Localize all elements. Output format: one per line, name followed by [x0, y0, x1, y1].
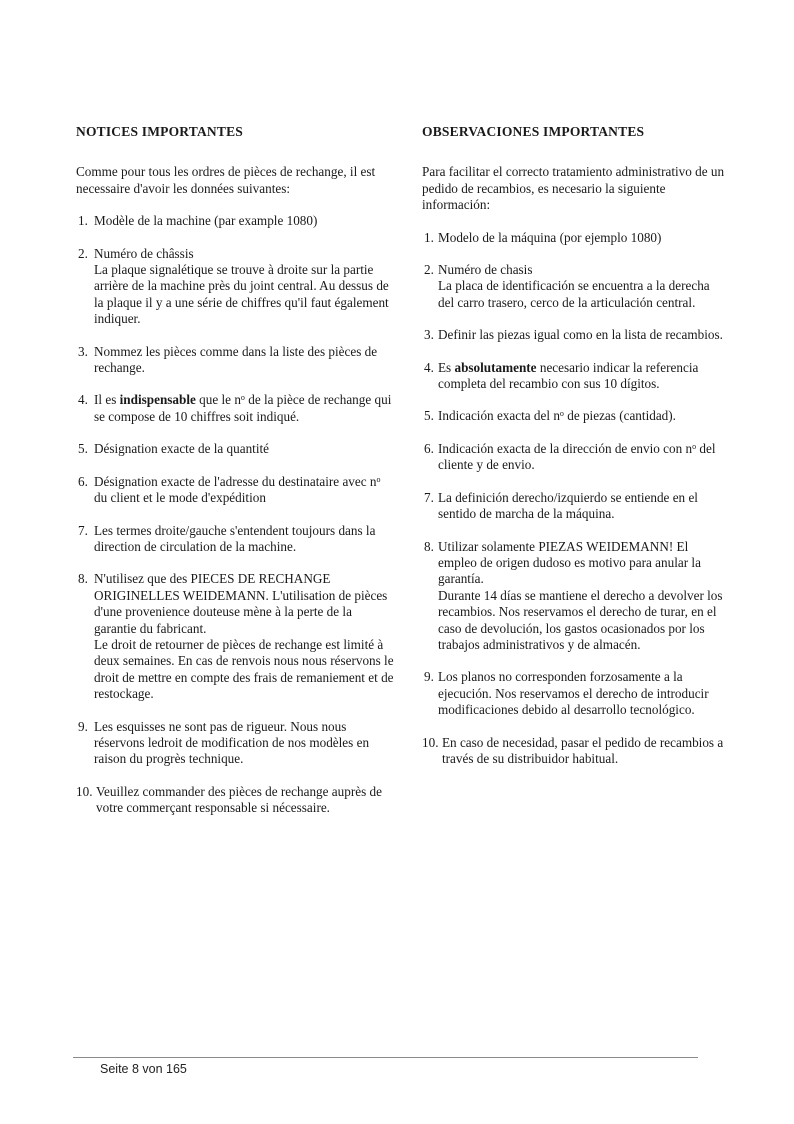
superscript: o [559, 409, 564, 419]
item-number: 5. [424, 408, 434, 424]
footer-divider [73, 1057, 698, 1058]
item-text: Definir las piezas igual como en la lista de recambios. [438, 327, 723, 343]
item-text: Les esquisses ne sont pas de rigueur. Nous nous réservons ledroit de modification de nos modèles en raison du progrès technique. [94, 718, 370, 767]
list-item [422, 441, 728, 474]
item-text-bold: indispensable [119, 392, 196, 408]
item-number: 10. [422, 734, 439, 750]
list-item [76, 441, 394, 457]
item-text: En caso de necesidad, pasar el pedido de recambios a través de su distribuidor habitual. [442, 734, 724, 766]
item-text: Modèle de la machine (par example 1080) [94, 213, 318, 229]
item-text: de piezas (cantidad). [563, 408, 676, 424]
item-text-post: de la pièce de rechange qui se compose de 10 chiffres soit indiqué. [94, 392, 392, 424]
spanish-list [422, 230, 728, 768]
item-text-post: necesario indicar la referencia completa del recambio con sus 10 dígitos. [438, 359, 699, 392]
list-item [422, 327, 728, 343]
item-number: 2. [78, 245, 88, 261]
item-text: du client et le mode d'expédition [94, 490, 266, 506]
item-number: 9. [78, 718, 88, 734]
list-item [422, 669, 728, 718]
superscript: o [376, 474, 381, 484]
list-item [76, 784, 394, 817]
item-text: Désignation exacte de l'adresse du destinataire avec n [94, 473, 377, 489]
item-number: 1. [424, 229, 434, 245]
item-number: 5. [78, 441, 88, 457]
item-text-pre: Es [438, 359, 455, 375]
item-text: Les termes droite/gauche s'entendent toujours dans la direction de circulation de la machine. [94, 522, 376, 554]
french-column [76, 124, 394, 833]
item-text: Numéro de chasis [438, 262, 533, 278]
item-number: 3. [424, 327, 434, 343]
item-text: Los planos no corresponden forzosamente a la ejecución. Nos reservamos el derecho de introducir modificaciones debido al desarrollo tecnológico. [438, 669, 709, 718]
item-text: La definición derecho/izquierdo se entiende en el sentido de marcha de la máquina. [438, 489, 698, 522]
item-text-bold: absolutamente [454, 359, 537, 375]
superscript: o [692, 441, 697, 451]
item-extra: La plaque signalétique se trouve à droite sur la partie arrière de la machine près du joint central. Au dessus de la plaque il y a une série de chiffres qu'il faut également indiquer. [94, 262, 389, 327]
french-heading: NOTICES IMPORTANTES [76, 124, 243, 139]
list-item [76, 213, 394, 229]
item-number: 6. [424, 440, 434, 456]
list-item [76, 571, 394, 702]
item-extra: La placa de identificación se encuentra a la derecha del carro trasero, cerco de la articulación central. [438, 278, 710, 310]
item-number: 8. [78, 571, 88, 587]
french-list [76, 213, 394, 816]
item-text: Indicación exacta del n [438, 408, 560, 424]
item-number: 3. [78, 343, 88, 359]
list-item [422, 360, 728, 393]
list-item [422, 735, 728, 768]
item-text: Modelo de la máquina (por ejemplo 1080) [438, 229, 662, 245]
item-text: N'utilisez que des PIECES DE RECHANGE ORIGINELLES WEIDEMANN. L'utilisation de pièces d'une provenience douteuse mène à la perte de la garantie du fabricant. [94, 571, 388, 636]
item-number: 8. [424, 538, 434, 554]
list-item [76, 719, 394, 768]
list-item [76, 246, 394, 328]
french-intro: Comme pour tous les ordres de pièces de rechange, il est necessaire d'avoir les données suivantes: [76, 164, 376, 196]
item-number: 2. [424, 262, 434, 278]
list-item [422, 408, 728, 424]
list-item [76, 392, 394, 425]
item-number: 6. [78, 473, 88, 489]
item-text-post: que le n [195, 392, 241, 408]
item-extra: Le droit de retourner de pièces de rechange est limité à deux semaines. En cas de renvois nous nous réservons le droit de mettre en compte des frais de remaniement et de restockage. [94, 636, 394, 702]
item-number: 4. [78, 392, 88, 408]
item-number: 9. [424, 669, 434, 685]
item-text: Désignation exacte de la quantité [94, 441, 270, 457]
list-item [422, 262, 728, 311]
list-item [422, 490, 728, 523]
list-item [422, 539, 728, 654]
item-number: 7. [78, 522, 88, 538]
spanish-heading: OBSERVACIONES IMPORTANTES [422, 124, 645, 139]
item-text-pre: Il es [94, 392, 120, 408]
item-number: 1. [78, 213, 88, 229]
page-number: Seite 8 von 165 [100, 1062, 187, 1076]
item-text: Nommez les pièces comme dans la liste des pièces de rechange. [94, 343, 378, 376]
superscript: o [240, 393, 245, 403]
list-item [76, 474, 394, 507]
item-text: Numéro de châssis [94, 245, 194, 261]
spanish-intro: Para facilitar el correcto tratamiento administrativo de un pedido de recambios, es necesario la siguiente información: [422, 164, 725, 213]
spanish-column [422, 124, 728, 783]
item-text: Utilizar solamente PIEZAS WEIDEMANN! El empleo de origen dudoso es motivo para anular la garantía. [438, 538, 701, 587]
item-number: 4. [424, 359, 434, 375]
list-item [76, 523, 394, 556]
list-item [422, 230, 728, 246]
list-item [76, 344, 394, 377]
item-number: 7. [424, 489, 434, 505]
item-text: Indicación exacta de la dirección de envio con n [438, 440, 693, 456]
item-extra: Durante 14 días se mantiene el derecho a devolver los recambios. Nos reservamos el derecho de turar, en el caso de devolución, los gastos ocasionados por los trabajos administrativos y de almacén. [438, 587, 723, 652]
item-text: del cliente y de envio. [438, 440, 716, 473]
item-text: Veuillez commander des pièces de rechange auprès de votre commerçant responsable si nécessaire. [96, 783, 382, 816]
item-number: 10. [76, 783, 93, 799]
